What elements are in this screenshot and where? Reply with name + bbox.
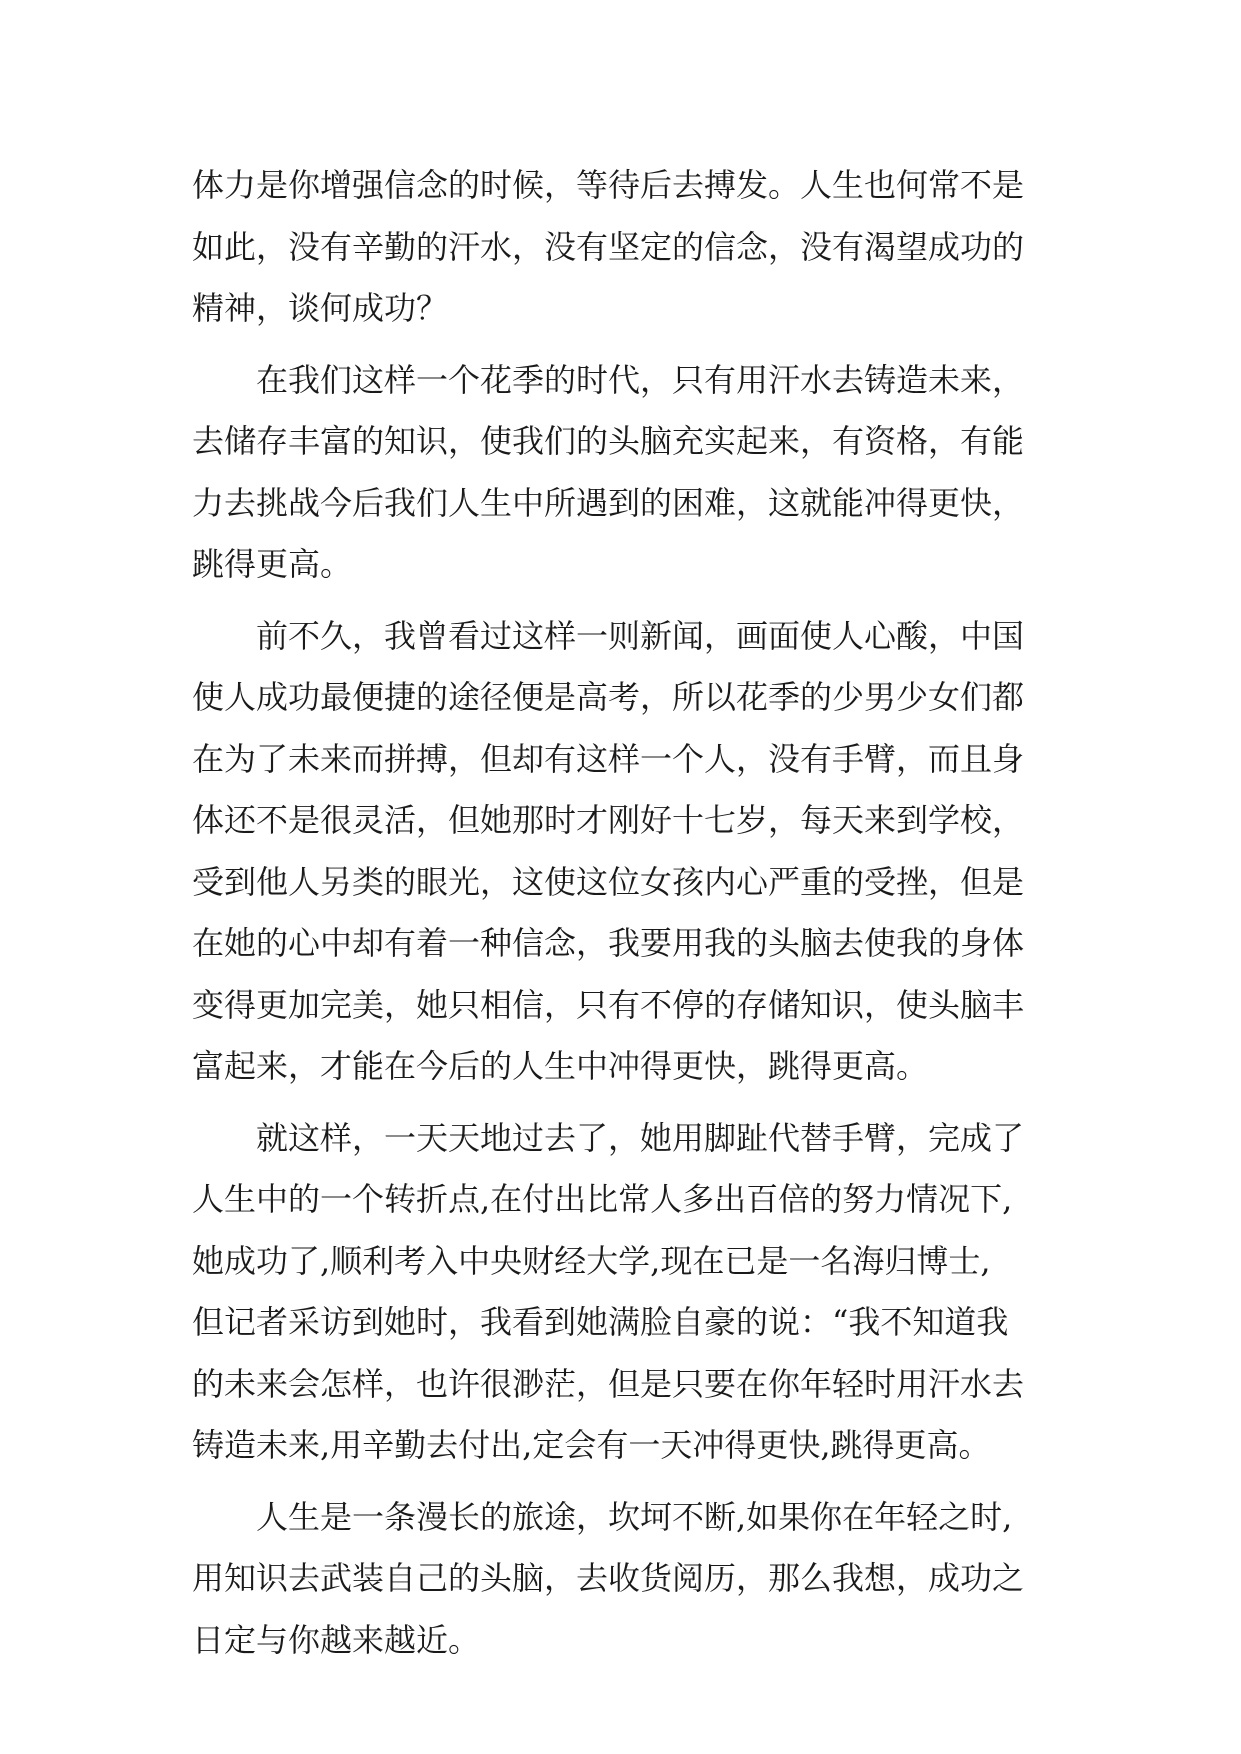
text-line: 在我们这样一个花季的时代，只有用汗水去铸造未来， — [256, 360, 1025, 399]
paragraph-gap — [192, 1098, 1052, 1108]
text-line: 受到他人另类的眼光，这使这位女孩内心严重的受挫，但是 — [192, 862, 1025, 901]
text-line: 但记者采访到她时，我看到她满脸自豪的说：“我不知道我 — [192, 1303, 1009, 1341]
text-line: 人生中的一个转折点,在付出比常人多出百倍的努力情况下, — [192, 1180, 1013, 1218]
text-line: 变得更加完美，她只相信，只有不停的存储知识，使头脑丰 — [192, 985, 1025, 1024]
text-line: 的未来会怎样，也许很渺茫，但是只要在你年轻时用汗水去 — [192, 1364, 1025, 1403]
text-line: 去储存丰富的知识，使我们的头脑充实起来，有资格，有能 — [192, 422, 1025, 460]
paragraph-gap — [192, 596, 1052, 606]
paragraph-4 — [192, 1108, 1052, 1477]
text-line: 力去挑战今后我们人生中所遇到的困难，这就能冲得更快， — [192, 483, 1025, 522]
text-line: 她成功了,顺利考入中央财经大学,现在已是一名海归博士, — [192, 1241, 991, 1280]
text-line: 就这样，一天天地过去了，她用脚趾代替手臂，完成了 — [256, 1118, 1025, 1157]
text-line: 富起来，才能在今后的人生中冲得更快，跳得更高。 — [192, 1047, 929, 1085]
text-line: 精神，谈何成功？ — [192, 289, 449, 327]
text-line: 用知识去武装自己的头脑，去收货阅历，那么我想，成功之 — [192, 1559, 1025, 1597]
text-line: 体力是你增强信念的时候，等待后去搏发。人生也何常不是 — [192, 166, 1025, 204]
paragraph-5 — [192, 1487, 1052, 1672]
text-line: 体还不是很灵活，但她那时才刚好十七岁，每天来到学校， — [192, 801, 1025, 839]
text-line: 铸造未来,用辛勤去付出,定会有一天冲得更快,跳得更高。 — [192, 1426, 991, 1464]
text-line: 日定与你越来越近。 — [192, 1620, 481, 1659]
text-line: 如此，没有辛勤的汗水，没有坚定的信念，没有渴望成功的 — [192, 227, 1025, 266]
text-line: 跳得更高。 — [192, 545, 353, 583]
paragraph-3 — [192, 606, 1052, 1098]
text-line: 使人成功最便捷的途径便是高考，所以花季的少男少女们都 — [192, 678, 1025, 716]
paragraph-1 — [192, 155, 1052, 340]
text-line: 在为了未来而拼搏，但却有这样一个人，没有手臂，而且身 — [192, 739, 1025, 778]
paragraph-2 — [192, 350, 1052, 596]
paragraph-gap — [192, 1477, 1052, 1487]
paragraph-gap — [192, 340, 1052, 350]
body-text — [192, 155, 1052, 1671]
text-line: 在她的心中却有着一种信念，我要用我的头脑去使我的身体 — [192, 924, 1025, 962]
text-line: 人生是一条漫长的旅途，坎坷不断,如果你在年轻之时, — [256, 1497, 1013, 1536]
text-line: 前不久，我曾看过这样一则新闻，画面使人心酸，中国 — [256, 616, 1025, 655]
